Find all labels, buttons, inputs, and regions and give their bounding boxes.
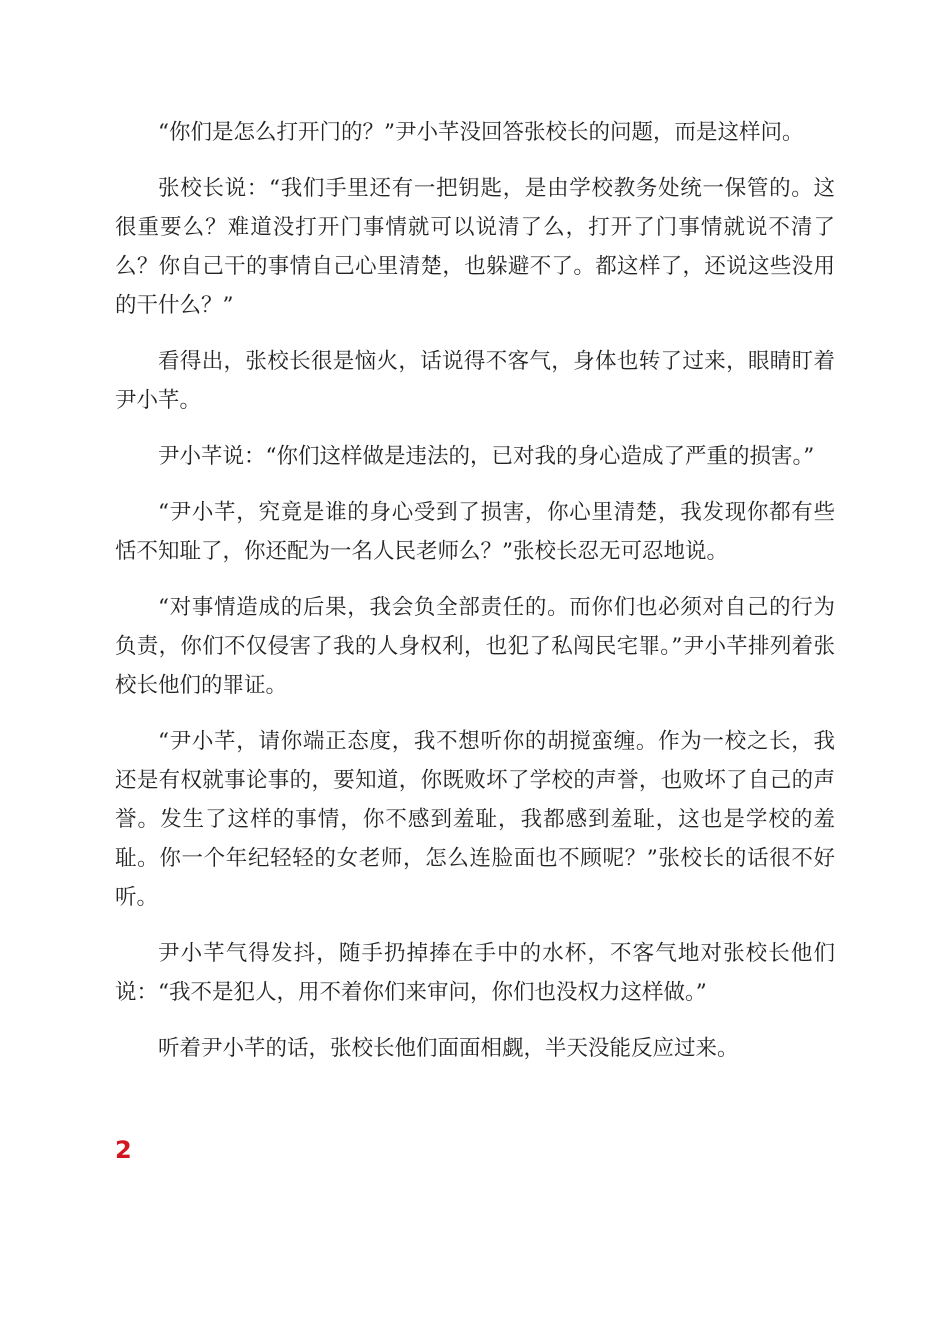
paragraph-3: 看得出，张校长很是恼火，话说得不客气，身体也转了过来，眼睛盯着尹小芊。 — [115, 349, 835, 413]
paragraph-4: 尹小芊说：“你们这样做是违法的，已对我的身心造成了严重的损害。” — [158, 444, 815, 469]
body-text — [115, 113, 835, 1085]
paragraph-6: “对事情造成的后果，我会负全部责任的。而你们也必须对自己的行为负责，你们不仅侵害了我的人身权利，也犯了私闯民宅罪。”尹小芊排列着张校长他们的罪证。 — [115, 595, 835, 698]
paragraph-2: 张校长说：“我们手里还有一把钥匙，是由学校教务处统一保管的。这很重要么？难道没打开门事情就可以说清了么，打开了门事情就说不清了么？你自己干的事情自己心里清楚，也躲避不了。都这样了，还说这些没用的干什么？” — [115, 176, 835, 318]
paragraph-7: “尹小芊，请你端正态度，我不想听你的胡搅蛮缠。作为一校之长，我还是有权就事论事的，要知道，你既败坏了学校的声誉，也败坏了自己的声誉。发生了这样的事情，你不感到羞耻，我都感到羞耻，这也是学校的羞耻。你一个年纪轻轻的女老师，怎么连脸面也不顾呢？”张校长的话很不好听。 — [115, 729, 835, 910]
paragraph-5: “尹小芊，究竟是谁的身心受到了损害，你心里清楚，我发现你都有些恬不知耻了，你还配为一名人民老师么？”张校长忍无可忍地说。 — [115, 500, 835, 564]
section-number: 2 — [115, 1136, 132, 1164]
paragraph-9: 听着尹小芊的话，张校长他们面面相觑，半天没能反应过来。 — [158, 1036, 739, 1061]
paragraph-8: 尹小芊气得发抖，随手扔掉捧在手中的水杯，不客气地对张校长他们说：“我不是犯人，用不着你们来审问，你们也没权力这样做。” — [115, 941, 835, 1005]
paragraph-1: “你们是怎么打开门的？”尹小芊没回答张校长的问题，而是这样问。 — [158, 120, 804, 145]
